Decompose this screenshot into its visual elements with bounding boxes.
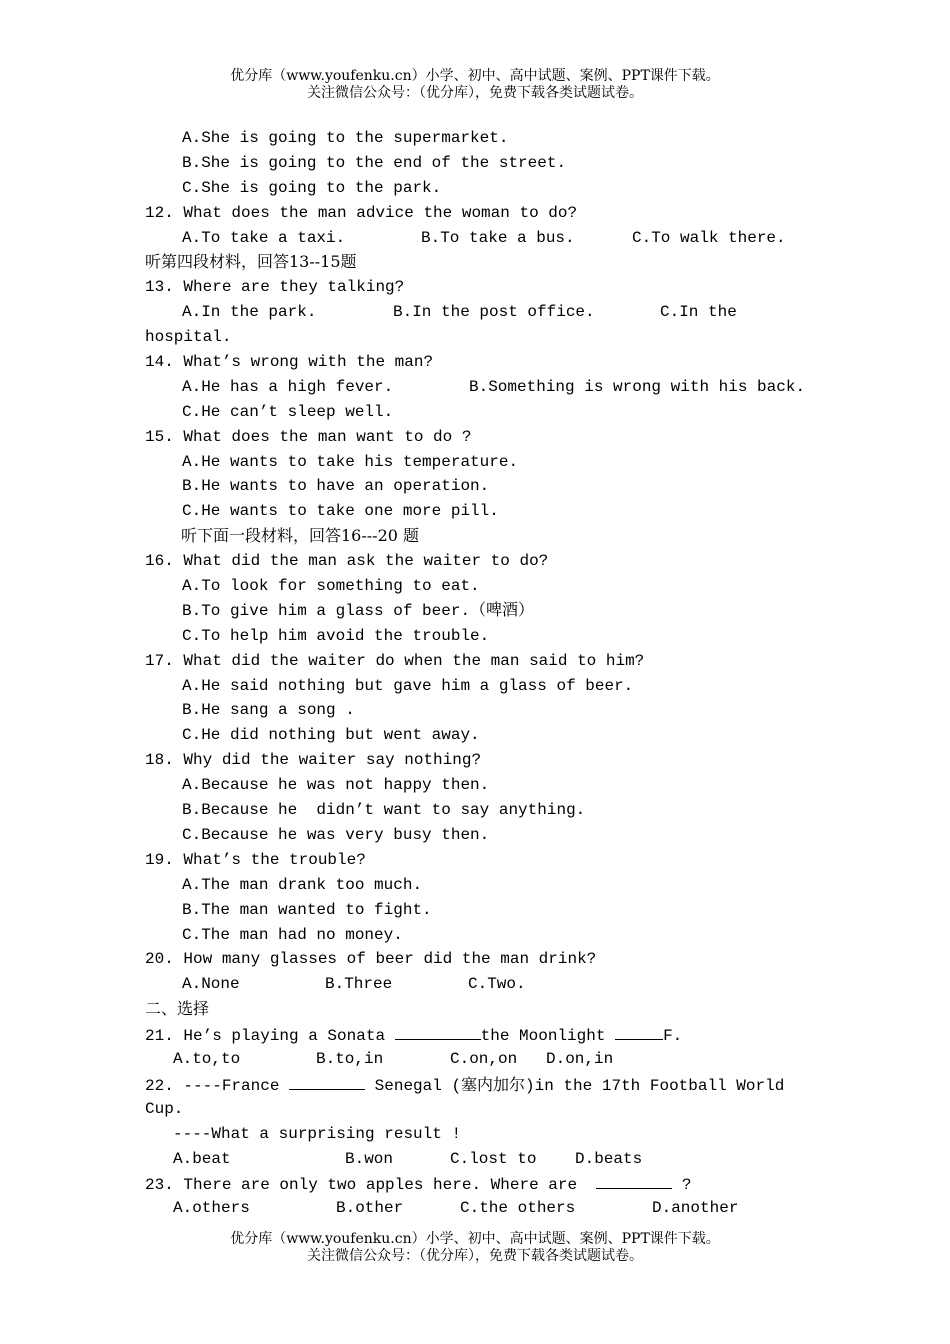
section-4-instruction: 听第四段材料，回答13--15题: [145, 252, 357, 272]
q14-option-b: B.Something is wrong with his back.: [469, 377, 806, 396]
q13-options: [145, 300, 815, 325]
q12-question: 12. What does the man advice the woman to do?: [145, 203, 578, 222]
q12-option-b: B.To take a bus.: [421, 228, 575, 247]
q23-question: [145, 1171, 815, 1196]
q22-blank: [289, 1072, 365, 1090]
q22-option-c: C.lost to: [450, 1149, 537, 1168]
q14-question: 14. What’s wrong with the man?: [145, 353, 434, 372]
q11-option-b: B.She is going to the end of the street.: [182, 153, 567, 172]
part-2-title: 二、选择: [145, 999, 210, 1019]
q18-question: 18. Why did the waiter say nothing?: [145, 751, 482, 770]
q19-question: 19. What’s the trouble?: [145, 850, 366, 869]
q23-text-1: 23. There are only two apples here. Where are: [145, 1176, 597, 1195]
q18-option-a: A.Because he was not happy then.: [182, 776, 490, 795]
q12-options: [145, 226, 815, 251]
q23-option-d: D.another: [652, 1199, 739, 1218]
section-5-instruction: 听下面一段材料，回答16---20 题: [181, 526, 420, 546]
q22-option-a: A.beat: [173, 1149, 231, 1168]
q11-option-a: A.She is going to the supermarket.: [182, 129, 509, 147]
q16-question: 16. What did the man ask the waiter to do?: [145, 552, 549, 571]
page-footer: [0, 1231, 950, 1265]
q12-option-a: A.To take a taxi.: [182, 228, 346, 247]
q13-question: 13. Where are they talking?: [145, 278, 405, 297]
exam-content: [145, 126, 815, 1221]
q20-question: 20. How many glasses of beer did the man drink?: [145, 950, 597, 969]
header-line-1: 优分库（www.youfenku.cn）小学、初中、高中试题、案例、PPT课件下载。: [230, 68, 720, 84]
q12-option-c: C.To walk there.: [632, 228, 786, 247]
q19-option-c: C.The man had no money.: [182, 925, 403, 944]
q22-options: [145, 1147, 815, 1172]
page-header: [0, 68, 950, 102]
q22-question: [145, 1072, 815, 1097]
q13-option-b: B.In the post office.: [393, 303, 595, 322]
q22-text-2: Senegal (塞内加尔)in the 17th Football World: [365, 1076, 785, 1095]
q23-blank: [596, 1171, 672, 1189]
q14-options: [145, 375, 815, 400]
q21-options: [145, 1047, 815, 1072]
q18-option-b: B.Because he didn’t want to say anything.: [182, 801, 586, 820]
q21-text-1: 21. He’s playing a Sonata: [145, 1027, 395, 1046]
q22-response: ----What a surprising result !: [173, 1124, 462, 1143]
q14-option-c: C.He can’t sleep well.: [182, 402, 394, 421]
q17-question: 17. What did the waiter do when the man said to him?: [145, 651, 645, 670]
q13-option-c: C.In the: [660, 303, 737, 322]
q20-option-a: A.None: [182, 975, 240, 994]
q16-option-b: B.To give him a glass of beer.（啤酒）: [182, 601, 535, 620]
footer-line-2: 关注微信公众号：（优分库），免费下载各类试题试卷。: [307, 1248, 643, 1264]
q21-option-b: B.to,in: [316, 1049, 384, 1068]
q22-text-1: 22. ----France: [145, 1076, 290, 1095]
q21-blank-2: [615, 1022, 663, 1040]
q13-option-a: A.In the park.: [182, 303, 317, 322]
q11-option-c: C.She is going to the park.: [182, 178, 442, 197]
footer-line-1: 优分库（www.youfenku.cn）小学、初中、高中试题、案例、PPT课件下载。: [230, 1231, 720, 1247]
q23-option-c: C.the others: [460, 1199, 576, 1218]
q21-blank-1: [395, 1022, 481, 1040]
q21-option-c: C.on,on: [450, 1049, 518, 1068]
q21-text-2: the Moonlight: [480, 1027, 616, 1046]
q20-options: [145, 972, 815, 997]
q23-option-a: A.others: [173, 1199, 250, 1218]
q21-option-a: A.to,to: [173, 1049, 241, 1068]
q19-option-b: B.The man wanted to fight.: [182, 900, 432, 919]
q15-question: 15. What does the man want to do ?: [145, 427, 472, 446]
q21-text-3: F.: [663, 1027, 683, 1046]
q15-option-c: C.He wants to take one more pill.: [182, 502, 499, 521]
q22-question-cont: Cup.: [145, 1099, 184, 1118]
q23-option-b: B.other: [336, 1199, 404, 1218]
q23-text-2: ?: [672, 1176, 692, 1195]
q17-option-a: A.He said nothing but gave him a glass of beer.: [182, 676, 634, 695]
q21-question: [145, 1022, 815, 1047]
q16-option-c: C.To help him avoid the trouble.: [182, 626, 490, 645]
q17-option-b: B.He sang a song .: [182, 701, 355, 720]
q20-option-c: C.Two.: [468, 975, 526, 994]
q21-option-d: D.on,in: [546, 1049, 614, 1068]
q17-option-c: C.He did nothing but went away.: [182, 726, 480, 745]
q22-option-d: D.beats: [575, 1149, 643, 1168]
q22-option-b: B.won: [345, 1149, 394, 1168]
q13-option-c-cont: hospital.: [145, 328, 232, 347]
q15-option-a: A.He wants to take his temperature.: [182, 452, 519, 471]
q14-option-a: A.He has a high fever.: [182, 377, 394, 396]
q15-option-b: B.He wants to have an operation.: [182, 477, 490, 496]
q18-option-c: C.Because he was very busy then.: [182, 825, 490, 844]
q23-options: [145, 1196, 815, 1221]
q20-option-b: B.Three: [325, 975, 393, 994]
header-line-2: 关注微信公众号：（优分库），免费下载各类试题试卷。: [307, 85, 643, 101]
q16-option-a: A.To look for something to eat.: [182, 577, 480, 596]
q19-option-a: A.The man drank too much.: [182, 875, 423, 894]
